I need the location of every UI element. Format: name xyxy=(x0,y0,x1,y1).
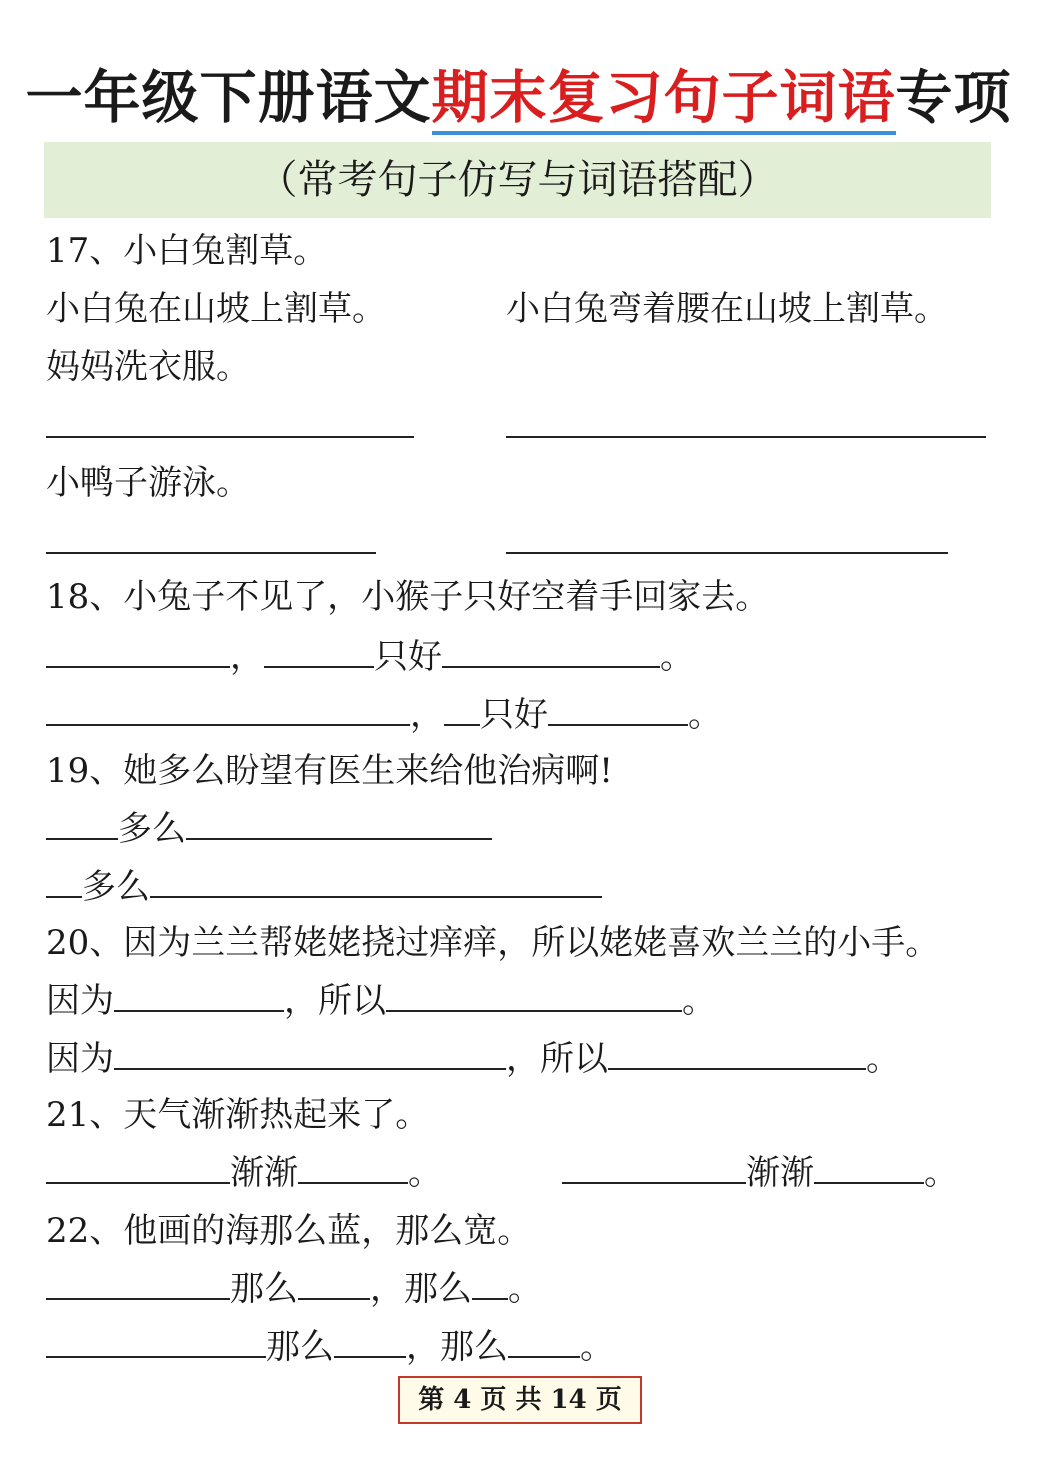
answer-blank[interactable] xyxy=(442,632,660,668)
comma: ， xyxy=(410,695,444,735)
answer-blank[interactable] xyxy=(46,436,414,438)
answer-blank[interactable] xyxy=(814,1148,924,1184)
period: 。 xyxy=(924,1153,958,1193)
answer-blank[interactable] xyxy=(298,1264,370,1300)
keyword: 那么 xyxy=(230,1269,298,1309)
answer-blank[interactable] xyxy=(46,1322,266,1358)
q18-line1 xyxy=(46,632,694,682)
q21-line2 xyxy=(562,1148,958,1198)
q22-prompt: 22、他画的海那么蓝，那么宽。 xyxy=(46,1211,532,1251)
q18-prompt: 18、小兔子不见了，小猴子只好空着手回家去。 xyxy=(46,577,770,617)
period: 。 xyxy=(508,1269,542,1309)
comma: ， xyxy=(230,637,264,677)
q20-line1 xyxy=(46,976,716,1026)
answer-blank[interactable] xyxy=(46,804,118,840)
answer-blank[interactable] xyxy=(114,1034,506,1070)
answer-blank[interactable] xyxy=(46,862,82,898)
answer-blank[interactable] xyxy=(186,804,492,840)
period: 。 xyxy=(866,1039,900,1079)
keyword: 因为 xyxy=(46,1039,114,1079)
answer-blank[interactable] xyxy=(264,632,374,668)
keyword: ，那么 xyxy=(406,1327,508,1367)
answer-blank[interactable] xyxy=(150,862,602,898)
keyword: 渐渐 xyxy=(230,1153,298,1193)
title-part2: 专项 xyxy=(895,65,1012,131)
keyword: ，所以 xyxy=(284,981,386,1021)
answer-blank[interactable] xyxy=(114,976,284,1012)
q17-example2: 小白兔弯着腰在山坡上割草。 xyxy=(506,289,948,329)
q20-prompt: 20、因为兰兰帮姥姥挠过痒痒，所以姥姥喜欢兰兰的小手。 xyxy=(46,923,940,963)
keyword: 那么 xyxy=(266,1327,334,1367)
answer-blank[interactable] xyxy=(386,976,682,1012)
answer-blank[interactable] xyxy=(508,1322,580,1358)
keyword: 多么 xyxy=(118,809,186,849)
q22-line1 xyxy=(46,1264,542,1314)
answer-blank[interactable] xyxy=(334,1322,406,1358)
answer-blank[interactable] xyxy=(46,690,410,726)
answer-blank[interactable] xyxy=(608,1034,866,1070)
keyword: 多么 xyxy=(82,867,150,907)
q17-prompt: 17、小白兔割草。 xyxy=(46,231,328,271)
answer-blank[interactable] xyxy=(46,1264,230,1300)
q17-example1: 小白兔在山坡上割草。 xyxy=(46,289,386,329)
answer-blank[interactable] xyxy=(472,1264,508,1300)
period: 。 xyxy=(682,981,716,1021)
q17-item1: 妈妈洗衣服。 xyxy=(46,347,250,387)
answer-blank[interactable] xyxy=(506,552,948,554)
keyword: 因为 xyxy=(46,981,114,1021)
q18-line2 xyxy=(46,690,722,740)
subtitle-banner: （常考句子仿写与词语搭配） xyxy=(44,142,991,218)
keyword: 渐渐 xyxy=(746,1153,814,1193)
answer-blank[interactable] xyxy=(548,690,688,726)
answer-blank[interactable] xyxy=(562,1148,746,1184)
keyword: 只好 xyxy=(374,637,442,677)
answer-blank[interactable] xyxy=(46,552,376,554)
keyword: 只好 xyxy=(480,695,548,735)
page-number: 第 4 页 共 14 页 xyxy=(398,1376,642,1424)
q22-line2 xyxy=(46,1322,614,1372)
keyword: ，那么 xyxy=(370,1269,472,1309)
answer-blank[interactable] xyxy=(46,1148,230,1184)
q19-prompt: 19、她多么盼望有医生来给他治病啊! xyxy=(46,751,613,791)
keyword: ，所以 xyxy=(506,1039,608,1079)
q17-item2: 小鸭子游泳。 xyxy=(46,463,250,503)
answer-blank[interactable] xyxy=(298,1148,408,1184)
q21-line1 xyxy=(46,1148,442,1198)
answer-blank[interactable] xyxy=(46,632,230,668)
period: 。 xyxy=(580,1327,614,1367)
period: 。 xyxy=(660,637,694,677)
page-title xyxy=(0,58,1037,138)
title-highlight: 期末复习句子词语 xyxy=(432,65,896,135)
q21-prompt: 21、天气渐渐热起来了。 xyxy=(46,1095,430,1135)
answer-blank[interactable] xyxy=(506,436,986,438)
period: 。 xyxy=(408,1153,442,1193)
title-part1: 一年级下册语文 xyxy=(25,65,432,131)
period: 。 xyxy=(688,695,722,735)
q20-line2 xyxy=(46,1034,900,1084)
q19-line2 xyxy=(46,862,602,912)
answer-blank[interactable] xyxy=(444,690,480,726)
q19-line1 xyxy=(46,804,492,854)
